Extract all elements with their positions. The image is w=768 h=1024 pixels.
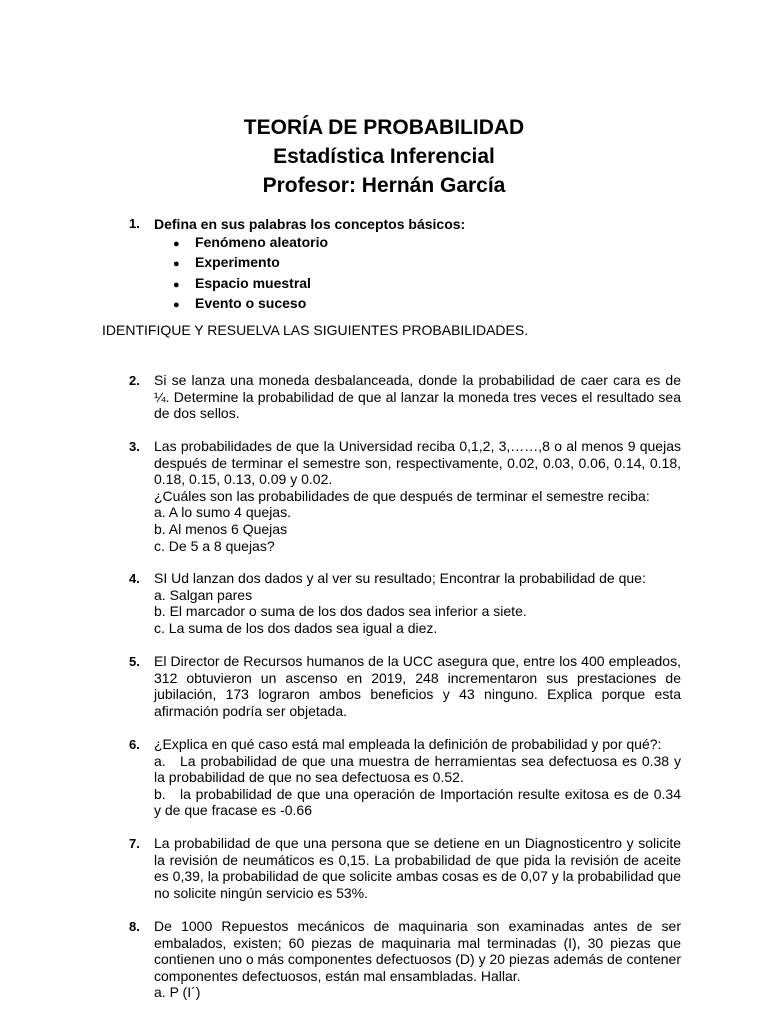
list-item-text: Evento o suceso — [195, 294, 307, 311]
list-item — [173, 253, 328, 273]
bullet-icon: ● — [173, 298, 180, 311]
option-label: b. — [154, 785, 166, 802]
question-number: 7. — [129, 836, 140, 851]
question-text: De 1000 Repuestos mecánicos de maquinaria son examinadas antes de ser embalados, existen; 60 piezas de maquinaria mal terminadas (I), 30 piezas que contienen uno o más componentes defectuosos (D) y 20 piezas además de contener componentes defectuosos, están mal ensambladas. Hallar. — [154, 918, 681, 984]
option-b: b. El marcador o suma de los dos dados sea inferior a siete. — [154, 603, 527, 620]
concepts-list — [173, 233, 328, 314]
question-body — [154, 372, 681, 422]
question-text: Las probabilidades de que la Universidad reciba 0,1,2, 3,……,8 o al menos 9 quejas después de terminar el semestre son, respectivamente, 0.02, 0.03, 0.06, 0.14, 0.18, 0.18, 0.15, 0.13, 0.09 y 0.02. — [154, 438, 681, 488]
question-1-heading: Defina en sus palabras los conceptos básicos: — [154, 216, 466, 232]
option-c: c. De 5 a 8 quejas? — [154, 537, 275, 554]
list-item-text: Fenómeno aleatorio — [195, 234, 329, 250]
question-body — [154, 438, 681, 554]
option-c: c. La suma de los dos dados sea igual a diez. — [154, 619, 438, 636]
option-label: a. — [154, 752, 166, 769]
question-number: 5. — [129, 654, 140, 669]
list-item-text: Espacio muestral — [195, 274, 311, 291]
option-a: a. A lo sumo 4 quejas. — [154, 504, 291, 521]
instruction-text: IDENTIFIQUE Y RESUELVA LAS SIGUIENTES PROBABILIDADES. — [102, 322, 529, 338]
option-a: a. P (I´) — [154, 984, 201, 1001]
list-item — [173, 233, 328, 253]
question-text: ¿Explica en qué caso está mal empleada la definición de probabilidad y por qué?: — [154, 736, 662, 752]
professor-name: Profesor: Hernán García — [262, 174, 506, 197]
option-b: b. Al menos 6 Quejas — [154, 520, 288, 537]
bullet-icon: ● — [173, 238, 180, 250]
question-body — [154, 570, 681, 636]
option-text: la probabilidad de que una operación de Importación resulte exitosa es de 0.34 y de que fracase es -0.66 — [154, 785, 681, 819]
question-text: SI Ud lanzan dos dados y al ver su resultado; Encontrar la probabilidad de que: — [154, 570, 646, 586]
document-title: TEORÍA DE PROBABILIDAD — [243, 116, 525, 139]
option-b — [154, 786, 681, 819]
question-body — [154, 653, 681, 719]
bullet-icon: ● — [173, 258, 180, 271]
question-number: 3. — [129, 439, 140, 454]
question-number: 6. — [129, 737, 140, 752]
list-item-text: Experimento — [195, 254, 280, 271]
title-block — [0, 113, 768, 200]
option-a: a. Salgan pares — [154, 586, 253, 603]
course-name: Estadística Inferencial — [273, 145, 495, 168]
question-number: 4. — [129, 571, 140, 586]
question-prompt: ¿Cuáles son las probabilidades de que después de terminar el semestre reciba: — [154, 487, 650, 504]
list-item — [173, 294, 328, 314]
option-text: La probabilidad de que una muestra de herramientas sea defectuosa es 0.38 y la probabilidad de que no sea defectuosa es 0.52. — [154, 752, 681, 786]
list-item — [173, 274, 328, 294]
question-number: 2. — [129, 373, 140, 388]
bullet-icon: ● — [173, 278, 180, 291]
question-body — [154, 835, 681, 901]
question-body — [154, 736, 681, 819]
question-number: 8. — [129, 919, 140, 934]
question-number: 1. — [129, 216, 140, 231]
question-body — [154, 918, 681, 1001]
question-text: El Director de Recursos humanos de la UCC asegura que, entre los 400 empleados, 312 obtuvieron un ascenso en 2019, 248 incrementaron sus prestaciones de jubilación, 173 lograron ambos beneficios y 43 ninguno. Explica porque esta afirmación podría ser objetada. — [154, 653, 681, 719]
question-text: La probabilidad de que una persona que se detiene en un Diagnosticentro y solicite la revisión de neumáticos es 0,15. La probabilidad de que pida la revisión de aceite es 0,39, la probabilidad de que solicite ambas cosas es de 0,07 y la probabilidad que no solicite ningún servicio es 53%. — [154, 835, 681, 901]
question-text: Si se lanza una moneda desbalanceada, donde la probabilidad de caer cara es de ¼. Determine la probabilidad de que al lanzar la moneda tres veces el resultado sea de dos sellos. — [154, 372, 681, 422]
option-a — [154, 753, 681, 786]
